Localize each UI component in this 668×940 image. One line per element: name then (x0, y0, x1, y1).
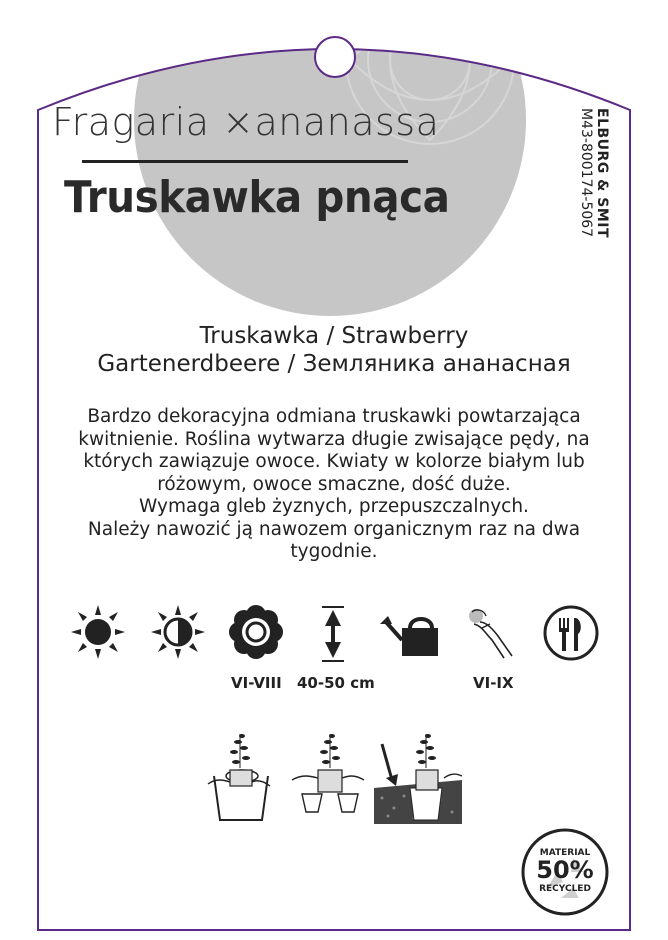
full-sun-icon (70, 604, 126, 660)
edible-fork-knife-icon (542, 604, 600, 662)
flowering-period-label: VI-VIII (231, 674, 282, 692)
other-names (0, 322, 668, 378)
harvest-period-label: VI-IX (473, 674, 514, 692)
product-code: M43-800174-5067 (578, 108, 594, 238)
hang-hole (314, 36, 356, 78)
latin-name: Fragaria ×ananassa (52, 100, 440, 144)
brand-name: ELBURG & SMIT (594, 108, 610, 239)
description (70, 406, 598, 564)
badge-line-material: MATERIAL (539, 848, 591, 858)
common-name: Truskawka pnąca (64, 172, 450, 223)
planting-step-remove-pot-icon (288, 728, 368, 824)
flower-icon (228, 604, 284, 660)
description-line: których zawiązuje owoce. Kwiaty w kolorze białym lub (83, 451, 585, 472)
harvest-hand-icon (464, 604, 516, 660)
watering-can-icon (380, 610, 444, 658)
other-names-line-2: Gartenerdbeere / Земляника ананасная (97, 351, 571, 377)
planting-step-pot-icon (206, 728, 274, 824)
partial-sun-icon (150, 604, 206, 660)
other-names-line-1: Truskawka / Strawberry (199, 323, 469, 349)
badge-percent: 50% (536, 856, 594, 884)
title-divider (82, 160, 408, 163)
badge-line-recycled: RECYCLED (539, 884, 591, 894)
height-arrow-icon (316, 604, 350, 664)
planting-step-ground-icon (374, 728, 462, 824)
height-label: 40-50 cm (297, 674, 375, 692)
description-line: kwitnienie. Roślina wytwarza długie zwisające pędy, na (78, 428, 590, 450)
description-line: Należy nawozić ją nawozem organicznym raz na dwa (87, 518, 581, 540)
description-line: Bardzo dekoracyjna odmiana truskawki powtarzająca (87, 406, 581, 427)
recycled-material-badge (521, 828, 609, 916)
description-line: Wymaga gleb żyznych, przepuszczalnych. (139, 496, 529, 517)
description-line: różowym, owoce smaczne, dość duże. (157, 473, 511, 495)
brand-block (578, 108, 610, 238)
description-line: tygodnie. (290, 541, 378, 562)
